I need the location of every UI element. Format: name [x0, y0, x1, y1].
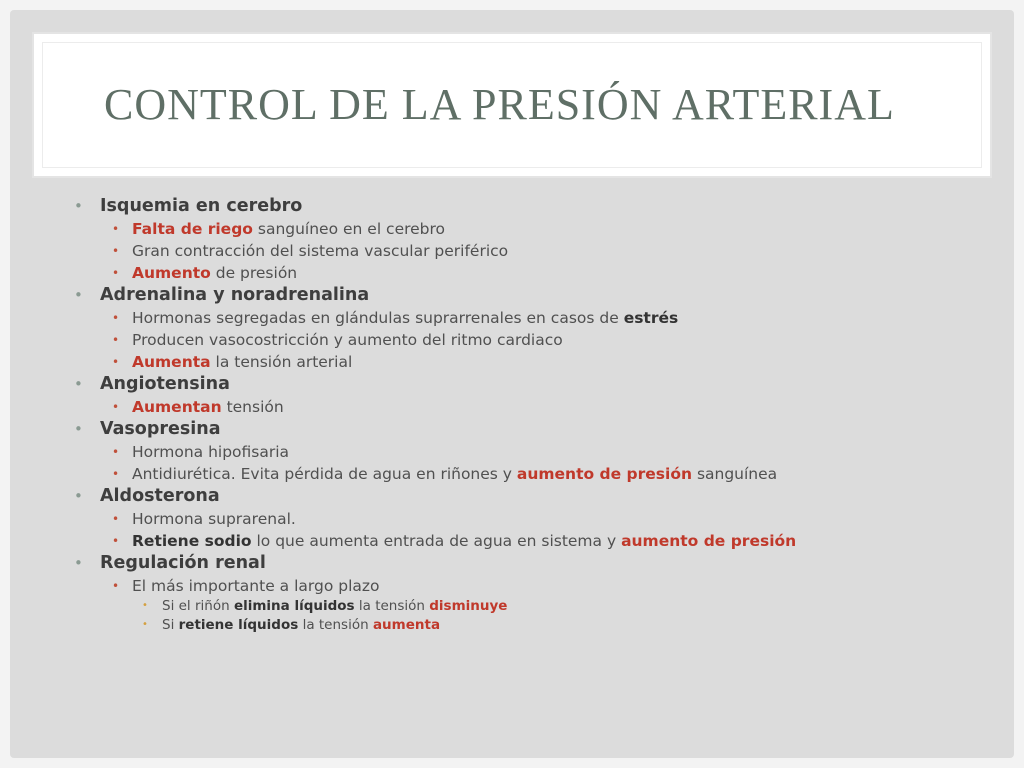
- list-item: • Aumento de presión: [112, 264, 298, 282]
- list-item: • Hormona hipofisaria: [112, 443, 290, 461]
- bullet-icon: •: [112, 467, 120, 481]
- bullet-icon: •: [74, 420, 83, 438]
- bullet-icon: •: [112, 534, 120, 548]
- bullet-icon: •: [142, 618, 148, 630]
- content-area: [72, 195, 992, 634]
- list-item: • Hormona suprarenal.: [112, 510, 296, 528]
- bullet-icon: •: [112, 244, 120, 258]
- list-item: • Antidiurética. Evita pérdida de agua en riñones y aumento de presión sanguínea: [112, 465, 778, 483]
- bullet-icon: •: [74, 197, 83, 215]
- list-item: [72, 195, 992, 284]
- main-list: [72, 195, 992, 634]
- list-item: • Retiene sodio lo que aumenta entrada de agua en sistema y aumento de presión: [112, 532, 797, 550]
- bullet-icon: •: [112, 579, 120, 593]
- section-heading: Angiotensina: [100, 374, 230, 394]
- list-item: • Producen vasocostricción y aumento del ritmo cardiaco: [112, 331, 563, 349]
- section-heading: Isquemia en cerebro: [100, 196, 303, 216]
- bullet-icon: •: [74, 487, 83, 505]
- slide-title: CONTROL DE LA PRESIÓN ARTERIAL: [104, 80, 895, 129]
- bullet-icon: •: [112, 222, 120, 236]
- list-item: • Gran contracción del sistema vascular periférico: [112, 242, 509, 260]
- list-item: • Falta de riego sanguíneo en el cerebro: [112, 220, 446, 238]
- list-item: [72, 373, 992, 418]
- list-item: [72, 418, 992, 485]
- list-item: • Hormonas segregadas en glándulas suprarrenales en casos de estrés: [112, 309, 679, 327]
- bullet-icon: •: [74, 375, 83, 393]
- section-heading: Vasopresina: [100, 419, 221, 439]
- bullet-icon: •: [112, 266, 120, 280]
- list-item: [72, 485, 992, 552]
- bullet-icon: •: [112, 512, 120, 526]
- slide: [10, 10, 1014, 758]
- bullet-icon: •: [112, 400, 120, 414]
- list-item: [72, 284, 992, 373]
- bullet-icon: •: [112, 311, 120, 325]
- bullet-icon: •: [142, 600, 148, 611]
- list-item: [72, 552, 992, 634]
- bullet-icon: •: [74, 286, 83, 304]
- list-item: • Si el riñón elimina líquidos la tensión disminuye: [142, 598, 508, 614]
- list-item: • Aumenta la tensión arterial: [112, 353, 353, 371]
- list-item: • El más importante a largo plazo • Si el riñón elimina líquidos la tensión disminuye • Si retiene líquidos la tensión aumenta: [104, 575, 992, 634]
- section-heading: Regulación renal: [100, 553, 266, 573]
- section-heading: Aldosterona: [100, 486, 220, 506]
- bullet-icon: •: [112, 355, 120, 369]
- list-item: • Aumentan tensión: [112, 398, 284, 416]
- bullet-icon: •: [112, 333, 120, 347]
- list-item: • Si retiene líquidos la tensión aumenta: [142, 616, 441, 633]
- section-heading: Adrenalina y noradrenalina: [100, 285, 370, 305]
- bullet-icon: •: [112, 445, 120, 459]
- bullet-icon: •: [74, 554, 83, 572]
- title-box: [32, 32, 992, 178]
